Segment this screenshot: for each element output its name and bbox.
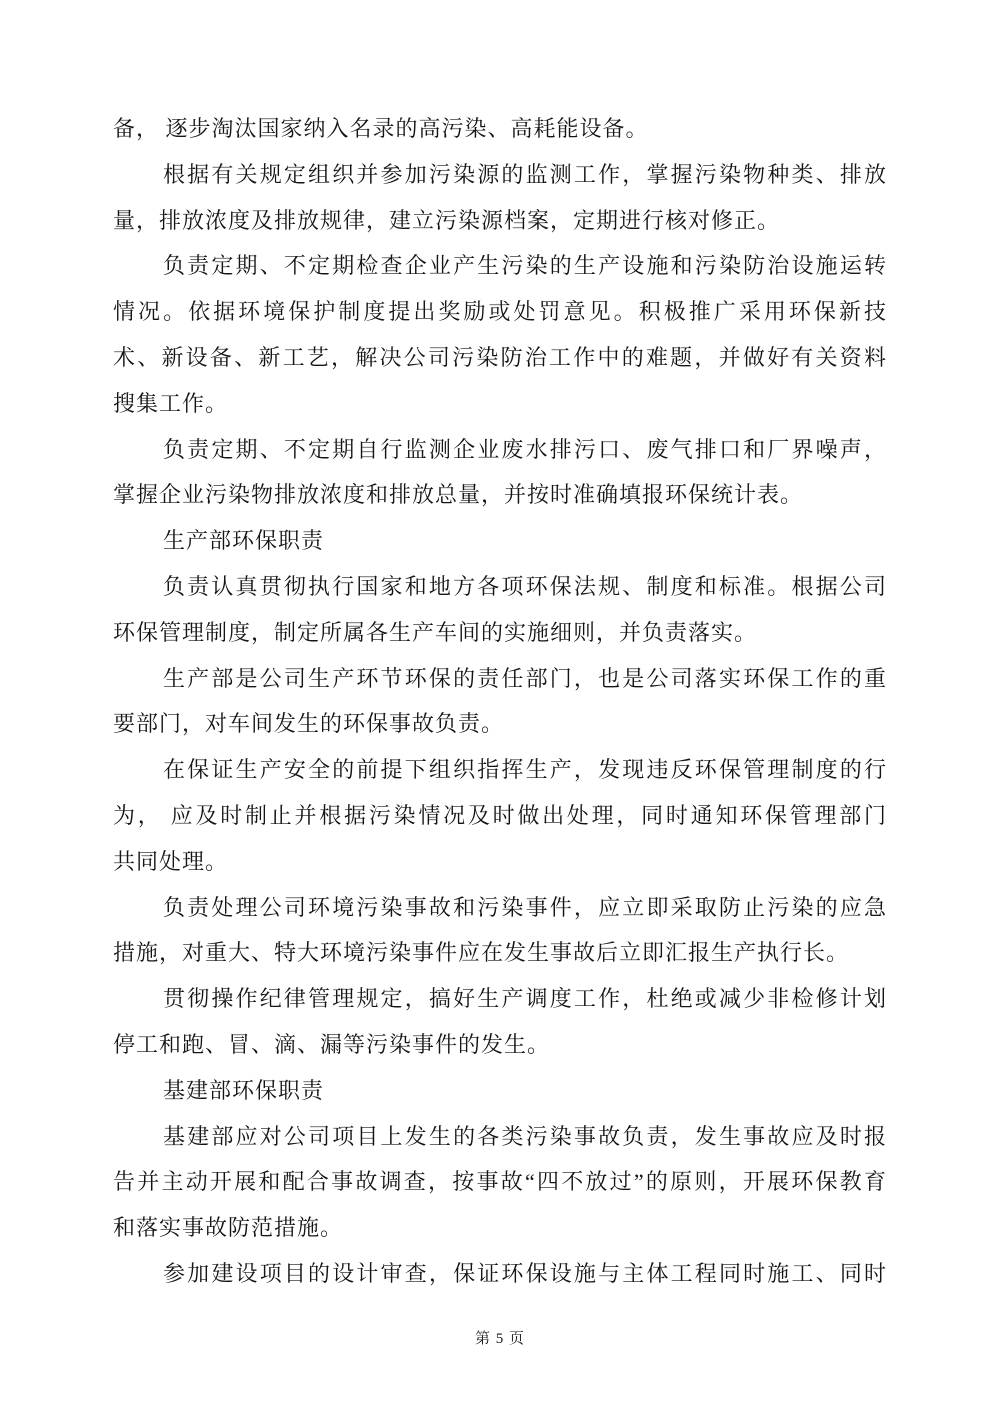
document-line: 措施，对重大、特大环境污染事件应在发生事故后立即汇报生产执行长。	[113, 940, 850, 966]
document-line: 情况。依据环境保护制度提出奖励或处罚意见。积极推广采用环保新技	[113, 299, 887, 325]
document-line: 基建部应对公司项目上发生的各类污染事故负责，发生事故应及时报	[163, 1123, 887, 1149]
document-line: 负责认真贯彻执行国家和地方各项环保法规、制度和标准。根据公司	[163, 573, 887, 599]
document-line: 生产部环保职责	[163, 528, 325, 554]
document-line: 在保证生产安全的前提下组织指挥生产，发现违反环保管理制度的行	[163, 757, 887, 783]
page-number: 第 5 页	[474, 1331, 525, 1347]
document-line: 贯彻操作纪律管理规定，搞好生产调度工作，杜绝或减少非检修计划	[163, 986, 887, 1012]
document-line: 生产部是公司生产环节环保的责任部门，也是公司落实环保工作的重	[163, 665, 887, 691]
document-line: 和落实事故防范措施。	[113, 1215, 344, 1241]
document-line: 负责定期、不定期检查企业产生污染的生产设施和污染防治设施运转	[163, 253, 887, 279]
document-line: 共同处理。	[113, 848, 229, 874]
document-line: 要部门，对车间发生的环保事故负责。	[113, 711, 505, 737]
document-line: 负责定期、不定期自行监测企业废水排污口、废气排口和厂界噪声，	[163, 436, 887, 462]
document-line: 根据有关规定组织并参加污染源的监测工作，掌握污染物种类、排放	[163, 161, 887, 187]
document-line: 量，排放浓度及排放规律，建立污染源档案，定期进行核对修正。	[113, 207, 781, 233]
document-line: 负责处理公司环境污染事故和污染事件，应立即采取防止污染的应急	[163, 894, 887, 920]
document-line: 停工和跑、冒、滴、漏等污染事件的发生。	[113, 1031, 551, 1057]
document-body	[113, 106, 887, 1297]
document-line: 环保管理制度，制定所属各生产车间的实施细则，并负责落实。	[113, 619, 758, 645]
document-line: 参加建设项目的设计审查，保证环保设施与主体工程同时施工、同时	[163, 1260, 887, 1286]
document-line: 掌握企业污染物排放浓度和排放总量，并按时准确填报环保统计表。	[113, 482, 804, 508]
document-line: 备， 逐步淘汰国家纳入名录的高污染、高耗能设备。	[113, 116, 649, 141]
document-line: 基建部环保职责	[163, 1077, 325, 1103]
document-line: 术、新设备、新工艺，解决公司污染防治工作中的难题，并做好有关资料	[113, 344, 887, 370]
document-line: 告并主动开展和配合事故调查，按事故“四不放过”的原则，开展环保教育	[113, 1169, 887, 1195]
document-line: 为， 应及时制止并根据污染情况及时做出处理，同时通知环保管理部门	[113, 802, 887, 828]
document-line: 搜集工作。	[113, 390, 229, 416]
